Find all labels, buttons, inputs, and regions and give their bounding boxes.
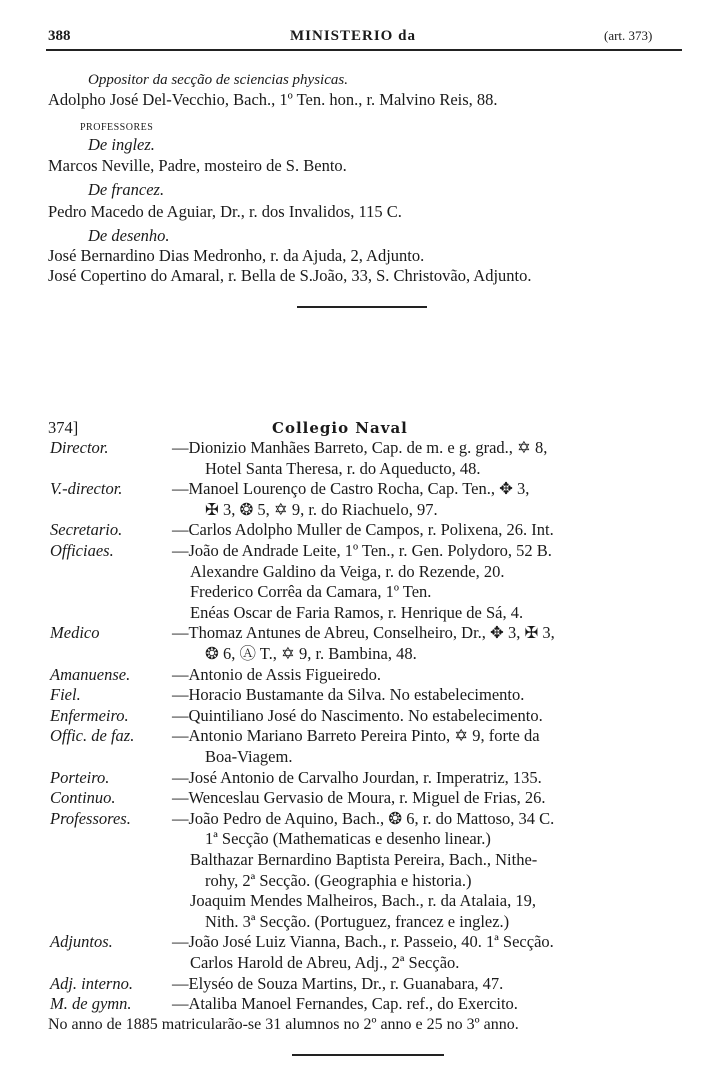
role-label: Professores.: [50, 808, 131, 828]
entry-text: —João Pedro de Aquino, Bach., ❂ 6, r. do Mattoso, 34 C.: [172, 808, 555, 828]
entry-text: ✠ 3, ❂ 5, ✡ 9, r. do Riachuelo, 97.: [205, 499, 438, 519]
entry-text: —João de Andrade Leite, 1º Ten., r. Gen. Polydoro, 52 B.: [172, 541, 552, 560]
entry-text: Alexandre Galdino da Veiga, r. do Rezende, 20.: [190, 561, 505, 581]
role-label: Porteiro.: [50, 767, 110, 787]
frances-name: Pedro Macedo de Aguiar, Dr., r. dos Invalidos, 115 C.: [48, 202, 402, 221]
page-number: 388: [48, 28, 71, 44]
oppositor-heading: Oppositor da secção de sciencias physicas.: [88, 72, 348, 88]
entry-text: —João José Luiz Vianna, Bach., r. Passeio, 40. 1ª Secção.: [172, 932, 554, 952]
role-label: V.-director.: [50, 479, 123, 499]
desenho-heading: De desenho.: [88, 226, 170, 245]
role-label: Director.: [50, 438, 109, 457]
entry-text: Hotel Santa Theresa, r. do Aqueducto, 48.: [205, 458, 481, 478]
entry-text: 1ª Secção (Mathematicas e desenho linear.): [205, 829, 491, 849]
header-rule: [46, 49, 682, 51]
section-number: 374]: [48, 418, 79, 437]
entry-text: rohy, 2ª Secção. (Geographia e historia.): [205, 870, 472, 890]
entry-text: —José Antonio de Carvalho Jourdan, r. Imperatriz, 135.: [172, 767, 542, 787]
ingles-heading: De inglez.: [88, 135, 155, 154]
entry-text: Carlos Harold de Abreu, Adj., 2ª Secção.: [190, 953, 460, 972]
entry-text: —Elyséo de Souza Martins, Dr., r. Guanabara, 47.: [172, 973, 504, 993]
entry-text: —Thomaz Antunes de Abreu, Conselheiro, Dr., ✥ 3, ✠ 3,: [172, 623, 555, 643]
entry-text: —Antonio de Assis Figueiredo.: [172, 664, 381, 684]
role-label: Amanuense.: [50, 664, 131, 684]
desenho-name: José Copertino do Amaral, r. Bella de S.João, 33, S. Christovão, Adjunto.: [48, 266, 532, 285]
entry-text: —Horacio Bustamante da Silva. No estabelecimento.: [172, 685, 525, 705]
entry-text: —Antonio Mariano Barreto Pereira Pinto, ✡ 9, forte da: [172, 726, 540, 746]
role-label: Secretario.: [50, 520, 123, 540]
role-label: Offic. de faz.: [50, 726, 135, 746]
entry-text: —Dionizio Manhães Barreto, Cap. de m. e g. grad., ✡ 8,: [172, 438, 548, 457]
role-label: Enfermeiro.: [50, 705, 129, 725]
entry-text: Frederico Corrêa da Camara, 1º Ten.: [190, 582, 432, 602]
entry-text: Boa-Viagem.: [205, 747, 293, 766]
section-divider: [297, 306, 427, 308]
entry-text: —Ataliba Manoel Fernandes, Cap. ref., do Exercito.: [172, 994, 518, 1014]
role-label: Medico: [50, 623, 100, 643]
bottom-divider: [292, 1054, 444, 1056]
article-ref: (art. 373): [604, 28, 653, 43]
running-title: MINISTERIO da: [290, 28, 416, 44]
section-title: Collegio Naval: [272, 419, 408, 437]
ingles-name: Marcos Neville, Padre, mosteiro de S. Bento.: [48, 156, 347, 175]
entry-text: —Manoel Lourenço de Castro Rocha, Cap. Ten., ✥ 3,: [172, 479, 530, 499]
entry-text: Joaquim Mendes Malheiros, Bach., r. da Atalaia, 19,: [190, 891, 536, 911]
entry-text: Nith. 3ª Secção. (Portuguez, francez e inglez.): [205, 911, 510, 931]
frances-heading: De francez.: [88, 180, 165, 199]
role-label: Adjuntos.: [50, 932, 113, 952]
entry-text: Balthazar Bernardino Baptista Pereira, Bach., Nithe-: [190, 850, 538, 869]
entry-text: Enéas Oscar de Faria Ramos, r. Henrique de Sá, 4.: [190, 602, 524, 622]
entry-text: —Carlos Adolpho Muller de Campos, r. Polixena, 26. Int.: [172, 520, 554, 540]
role-label: Officiaes.: [50, 541, 114, 560]
entry-text: —Wenceslau Gervasio de Moura, r. Miguel de Frias, 26.: [172, 788, 546, 808]
entry-text: ❂ 6, Ⓐ T., ✡ 9, r. Bambina, 48.: [205, 644, 417, 663]
entry-text: —Quintiliano José do Nascimento. No estabelecimento.: [172, 705, 543, 725]
role-label: M. de gymn.: [50, 994, 132, 1014]
professores-heading: PROFESSORES: [80, 122, 154, 133]
role-label: Continuo.: [50, 788, 116, 808]
role-label: Adj. interno.: [50, 973, 133, 993]
role-label: Fiel.: [50, 685, 81, 705]
entry-text: No anno de 1885 matricularão-se 31 alumnos no 2º anno e 25 no 3º anno.: [48, 1015, 519, 1033]
oppositor-name: Adolpho José Del-Vecchio, Bach., 1º Ten. hon., r. Malvino Reis, 88.: [48, 90, 498, 109]
desenho-name: José Bernardino Dias Medronho, r. da Ajuda, 2, Adjunto.: [48, 246, 425, 265]
